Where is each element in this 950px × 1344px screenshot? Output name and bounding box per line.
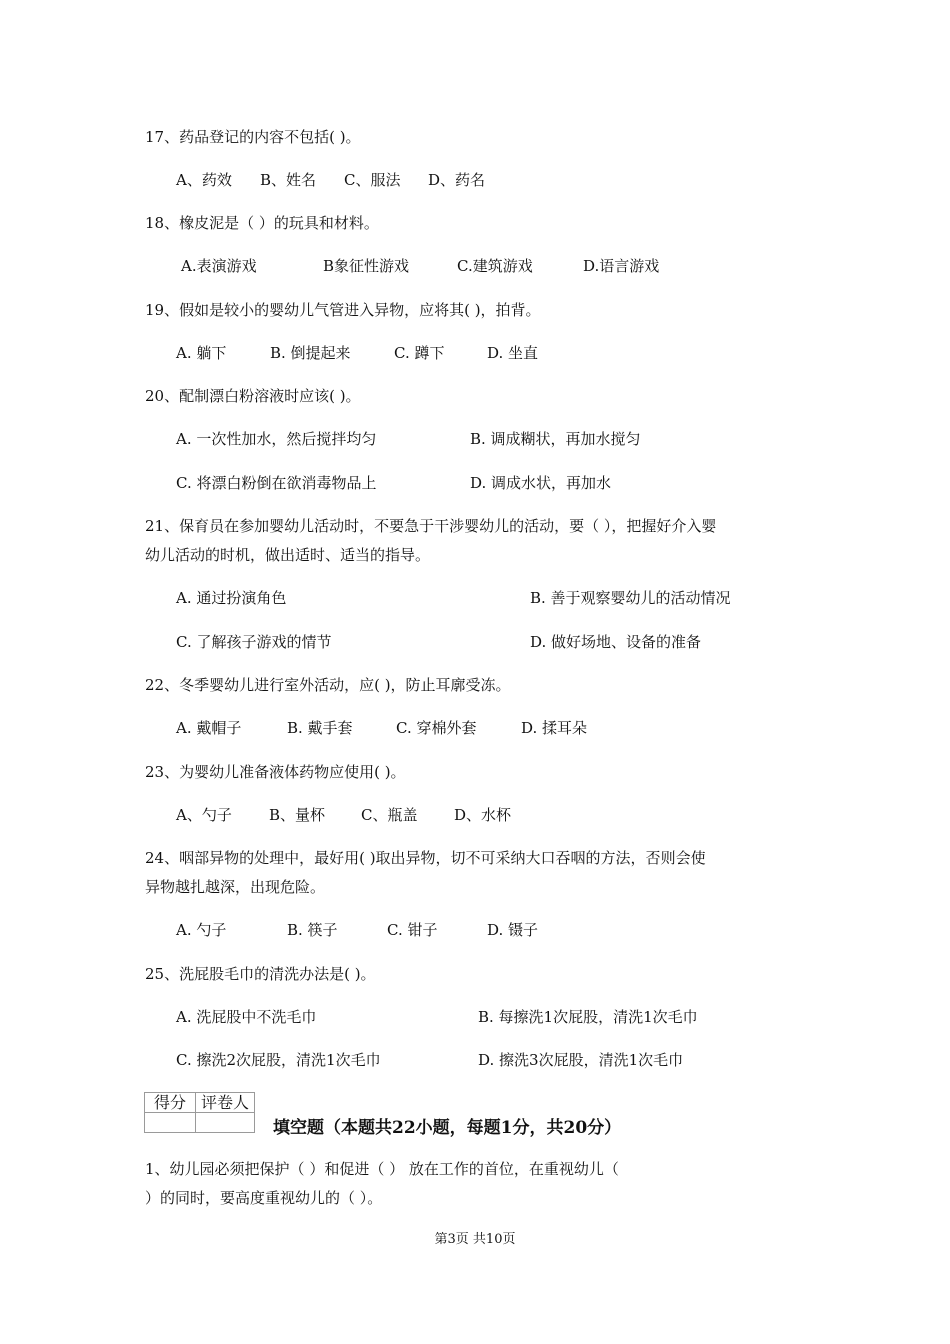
question-25-option-c: C. 擦洗2次屁股，清洗1次毛巾	[176, 1051, 381, 1069]
section-title: 填空题（本题共22小题，每题1分，共20分）	[273, 1118, 622, 1138]
grader-label: 评卷人	[196, 1093, 255, 1113]
question-23-stem: 23、为婴幼儿准备液体药物应使用( )。	[145, 763, 406, 781]
question-22-option-a: A. 戴帽子	[176, 719, 242, 737]
score-cell	[145, 1113, 196, 1133]
question-19-option-b: B. 倒提起来	[270, 344, 351, 362]
question-24-option-c: C. 钳子	[387, 921, 438, 939]
question-24-option-d: D. 镊子	[487, 921, 539, 939]
question-20-option-c: C. 将漂白粉倒在欲消毒物品上	[176, 474, 377, 492]
question-18-option-b: B象征性游戏	[323, 257, 410, 275]
question-19-option-a: A. 躺下	[176, 344, 227, 362]
question-23-option-b: B、量杯	[269, 806, 326, 824]
question-22-option-c: C. 穿棉外套	[396, 719, 477, 737]
score-box	[144, 1092, 255, 1133]
question-17-stem: 17、药品登记的内容不包括( )。	[145, 128, 361, 146]
question-24-option-b: B. 筷子	[287, 921, 338, 939]
question-21-option-b: B. 善于观察婴幼儿的活动情况	[530, 589, 731, 607]
fill-in-1-line-2: ）的同时，要高度重视幼儿的（ ）。	[145, 1189, 383, 1207]
question-21-option-d: D. 做好场地、设备的准备	[530, 633, 702, 651]
question-22-option-b: B. 戴手套	[287, 719, 353, 737]
question-17-option-a: A、药效	[176, 171, 232, 189]
question-21-stem-line-2: 幼儿活动的时机，做出适时、适当的指导。	[145, 546, 431, 564]
question-23-option-a: A、勺子	[176, 806, 232, 824]
question-23-option-d: D、水杯	[454, 806, 512, 824]
question-18-option-a: A.表演游戏	[181, 257, 257, 275]
question-24-stem-line-2: 异物越扎越深，出现危险。	[145, 878, 326, 896]
question-25-option-a: A. 洗屁股中不洗毛巾	[176, 1008, 317, 1026]
question-17-option-c: C、服法	[344, 171, 401, 189]
fill-in-1-line-1: 1、幼儿园必须把保护（ ）和促进（ ） 放在工作的首位，在重视幼儿（	[145, 1160, 619, 1178]
question-24-stem-line-1: 24、咽部异物的处理中，最好用( )取出异物，切不可采纳大口吞咽的方法，否则会使	[145, 849, 706, 867]
question-18-option-d: D.语言游戏	[583, 257, 660, 275]
question-25-option-b: B. 每擦洗1次屁股，清洗1次毛巾	[478, 1008, 698, 1026]
question-19-option-c: C. 蹲下	[394, 344, 445, 362]
question-25-option-d: D. 擦洗3次屁股，清洗1次毛巾	[478, 1051, 684, 1069]
page-footer: 第3页 共10页	[434, 1232, 516, 1247]
question-20-option-d: D. 调成水状，再加水	[470, 474, 612, 492]
question-17-option-d: D、药名	[428, 171, 486, 189]
question-24-option-a: A. 勺子	[176, 921, 227, 939]
question-18-stem: 18、橡皮泥是（ ）的玩具和材料。	[145, 214, 379, 232]
question-21-option-a: A. 通过扮演角色	[176, 589, 287, 607]
question-22-option-d: D. 揉耳朵	[521, 719, 588, 737]
question-25-stem: 25、洗屁股毛巾的清洗办法是( )。	[145, 965, 376, 983]
question-20-option-a: A. 一次性加水，然后搅拌均匀	[176, 430, 377, 448]
question-23-option-c: C、瓶盖	[361, 806, 418, 824]
question-20-option-b: B. 调成糊状，再加水搅匀	[470, 430, 641, 448]
question-21-option-c: C. 了解孩子游戏的情节	[176, 633, 332, 651]
question-22-stem: 22、冬季婴幼儿进行室外活动，应( )，防止耳廓受冻。	[145, 676, 511, 694]
question-18-option-c: C.建筑游戏	[457, 257, 533, 275]
question-20-stem: 20、配制漂白粉溶液时应该( )。	[145, 387, 361, 405]
question-19-option-d: D. 坐直	[487, 344, 539, 362]
question-21-stem-line-1: 21、保育员在参加婴幼儿活动时，不要急于干涉婴幼儿的活动，要（ ），把握好介入婴	[145, 517, 717, 535]
grader-cell	[196, 1113, 255, 1133]
question-19-stem: 19、假如是较小的婴幼儿气管进入异物，应将其( )，拍背。	[145, 301, 541, 319]
question-17-option-b: B、姓名	[260, 171, 317, 189]
score-label: 得分	[145, 1093, 196, 1113]
